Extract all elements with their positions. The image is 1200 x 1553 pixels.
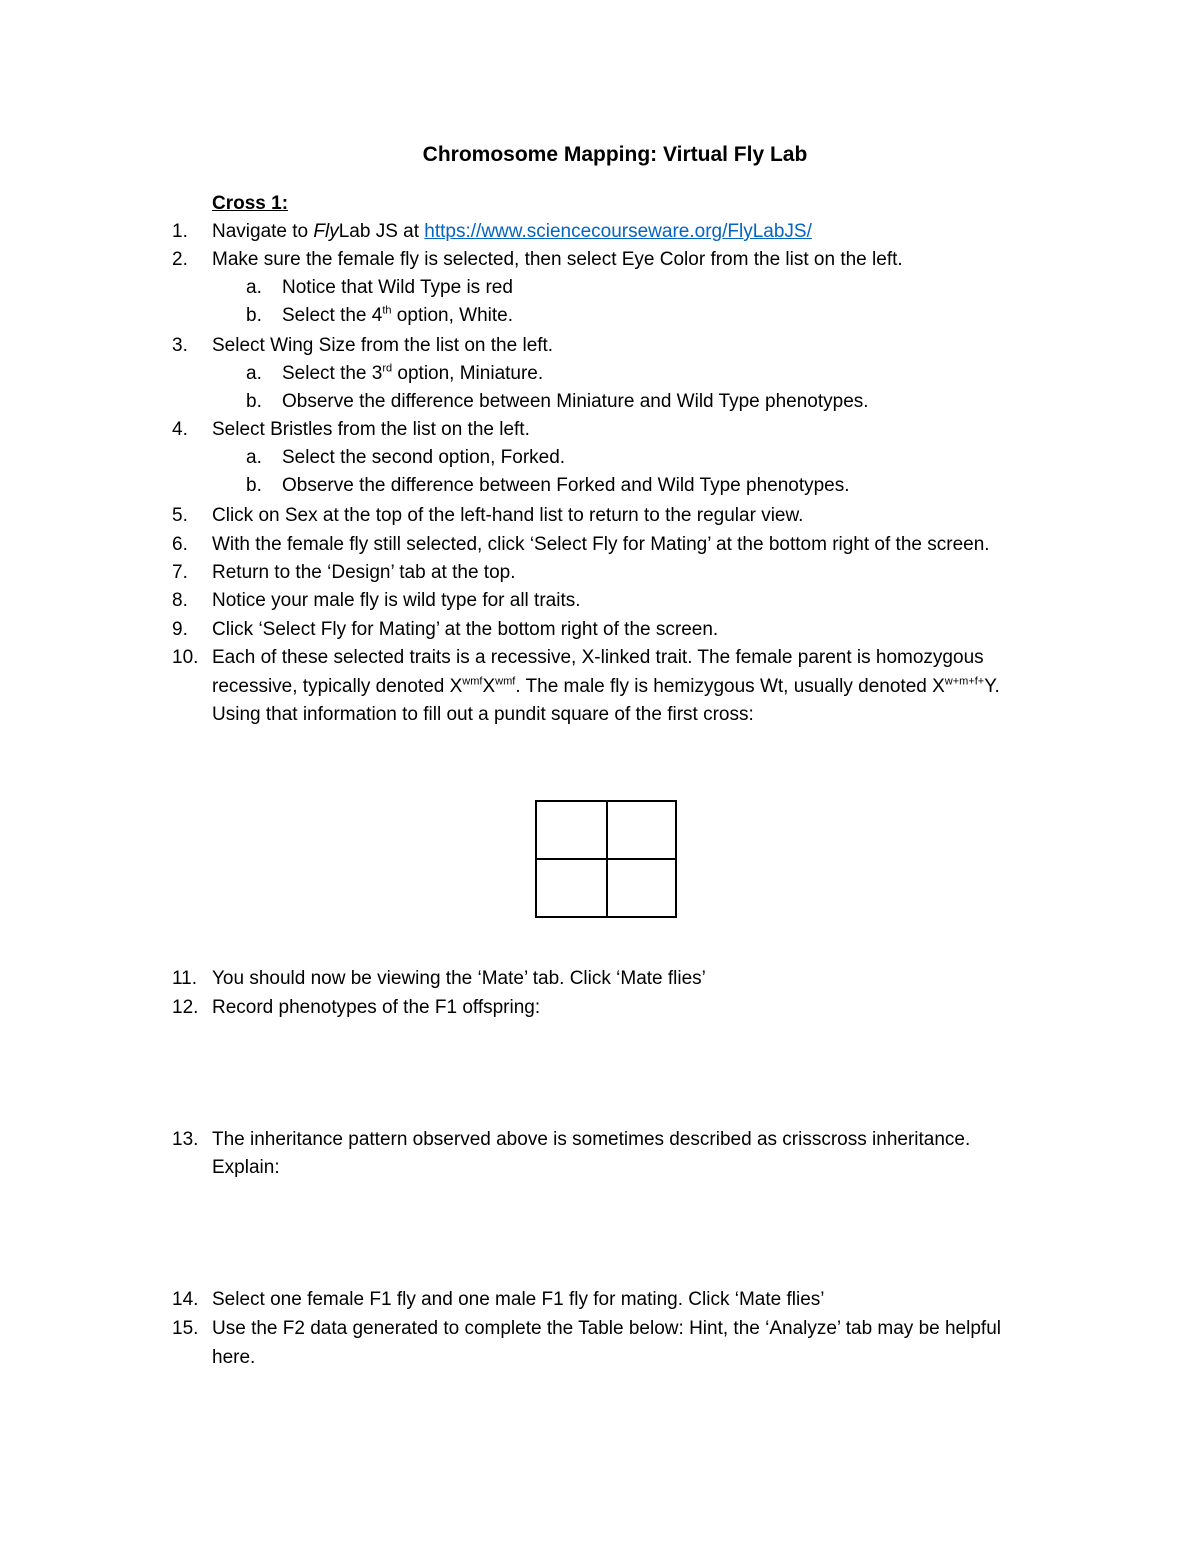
sub-item-text: option, White. xyxy=(391,305,513,326)
list-item-number: 5. xyxy=(172,505,188,526)
list-item-number: 4. xyxy=(172,419,188,440)
list-item: Use the F2 data generated to complete the Table below: Hint, the ‘Analyze’ tab may be helpful xyxy=(212,1318,1001,1339)
superscript: wmf xyxy=(462,675,483,688)
list-item-continued: Using that information to fill out a pundit square of the first cross: xyxy=(212,704,754,725)
sub-item: Select the second option, Forked. xyxy=(282,447,566,468)
punnett-cell[interactable] xyxy=(606,858,677,918)
list-item: With the female fly still selected, click ‘Select Fly for Mating’ at the bottom right of the screen. xyxy=(212,534,990,555)
list-item-continued: Explain: xyxy=(212,1157,280,1178)
sub-item-text: Select the 3 xyxy=(282,363,383,384)
list-item-number: 1. xyxy=(172,221,188,242)
superscript: th xyxy=(382,304,392,317)
list-item: The inheritance pattern observed above is sometimes described as crisscross inheritance. xyxy=(212,1129,971,1150)
sub-item-letter: a. xyxy=(246,277,262,298)
list-item: Select one female F1 fly and one male F1 fly for mating. Click ‘Mate flies’ xyxy=(212,1289,825,1310)
punnett-cell[interactable] xyxy=(535,800,608,860)
list-item: Select Wing Size from the list on the left. xyxy=(212,335,554,356)
list-item-number: 13. xyxy=(172,1129,199,1150)
list-item-continued xyxy=(212,675,1000,699)
list-item: Notice your male fly is wild type for all traits. xyxy=(212,590,581,611)
item-text: Lab JS at xyxy=(338,221,425,242)
sub-item xyxy=(282,304,513,328)
item-text: Y. xyxy=(984,676,1000,697)
punnett-square xyxy=(535,800,677,918)
list-item-number: 9. xyxy=(172,619,188,640)
page-title: Chromosome Mapping: Virtual Fly Lab xyxy=(422,143,808,166)
sub-item-letter: b. xyxy=(246,305,262,326)
item-text: . The male fly is hemizygous Wt, usually denoted X xyxy=(515,676,945,697)
item-text-italic: Fly xyxy=(313,221,339,242)
sub-item: Observe the difference between Miniature and Wild Type phenotypes. xyxy=(282,391,869,412)
sub-item-letter: b. xyxy=(246,475,262,496)
list-item: Click ‘Select Fly for Mating’ at the bottom right of the screen. xyxy=(212,619,719,640)
list-item-number: 11. xyxy=(172,968,198,989)
list-item-number: 14. xyxy=(172,1289,199,1310)
list-item: Record phenotypes of the F1 offspring: xyxy=(212,997,541,1018)
item-text: X xyxy=(482,676,496,697)
list-item-number: 12. xyxy=(172,997,199,1018)
punnett-cell[interactable] xyxy=(606,800,677,860)
sub-item-letter: b. xyxy=(246,391,262,412)
sub-item-text: option, Miniature. xyxy=(392,363,544,384)
cross-heading: Cross 1: xyxy=(212,193,289,214)
sub-item-letter: a. xyxy=(246,363,262,384)
list-item: Select Bristles from the list on the left. xyxy=(212,419,530,440)
list-item-number: 6. xyxy=(172,534,188,555)
list-item: You should now be viewing the ‘Mate’ tab. Click ‘Mate flies’ xyxy=(212,968,706,989)
superscript: w+m+f+ xyxy=(944,675,985,688)
punnett-cell[interactable] xyxy=(535,858,608,918)
flylab-link[interactable]: https://www.sciencecourseware.org/FlyLabJS/ xyxy=(424,221,812,242)
sub-item: Notice that Wild Type is red xyxy=(282,277,513,298)
list-item: Click on Sex at the top of the left-hand list to return to the regular view. xyxy=(212,505,804,526)
item-text: Navigate to xyxy=(212,221,314,242)
sub-item xyxy=(282,362,543,386)
list-item-number: 7. xyxy=(172,562,188,583)
sub-item: Observe the difference between Forked and Wild Type phenotypes. xyxy=(282,475,850,496)
list-item-number: 15. xyxy=(172,1318,199,1339)
item-text: recessive, typically denoted X xyxy=(212,676,463,697)
superscript: wmf xyxy=(495,675,516,688)
sub-item-text: Select the 4 xyxy=(282,305,383,326)
list-item-number: 8. xyxy=(172,590,188,611)
sub-item-letter: a. xyxy=(246,447,262,468)
list-item xyxy=(212,220,812,244)
list-item: Return to the ‘Design’ tab at the top. xyxy=(212,562,516,583)
list-item: Each of these selected traits is a recessive, X-linked trait. The female parent is homozygous xyxy=(212,647,984,668)
list-item-number: 2. xyxy=(172,249,188,270)
superscript: rd xyxy=(382,362,393,375)
list-item-continued: here. xyxy=(212,1347,256,1368)
list-item: Make sure the female fly is selected, then select Eye Color from the list on the left. xyxy=(212,249,903,270)
list-item-number: 3. xyxy=(172,335,188,356)
list-item-number: 10. xyxy=(172,647,199,668)
